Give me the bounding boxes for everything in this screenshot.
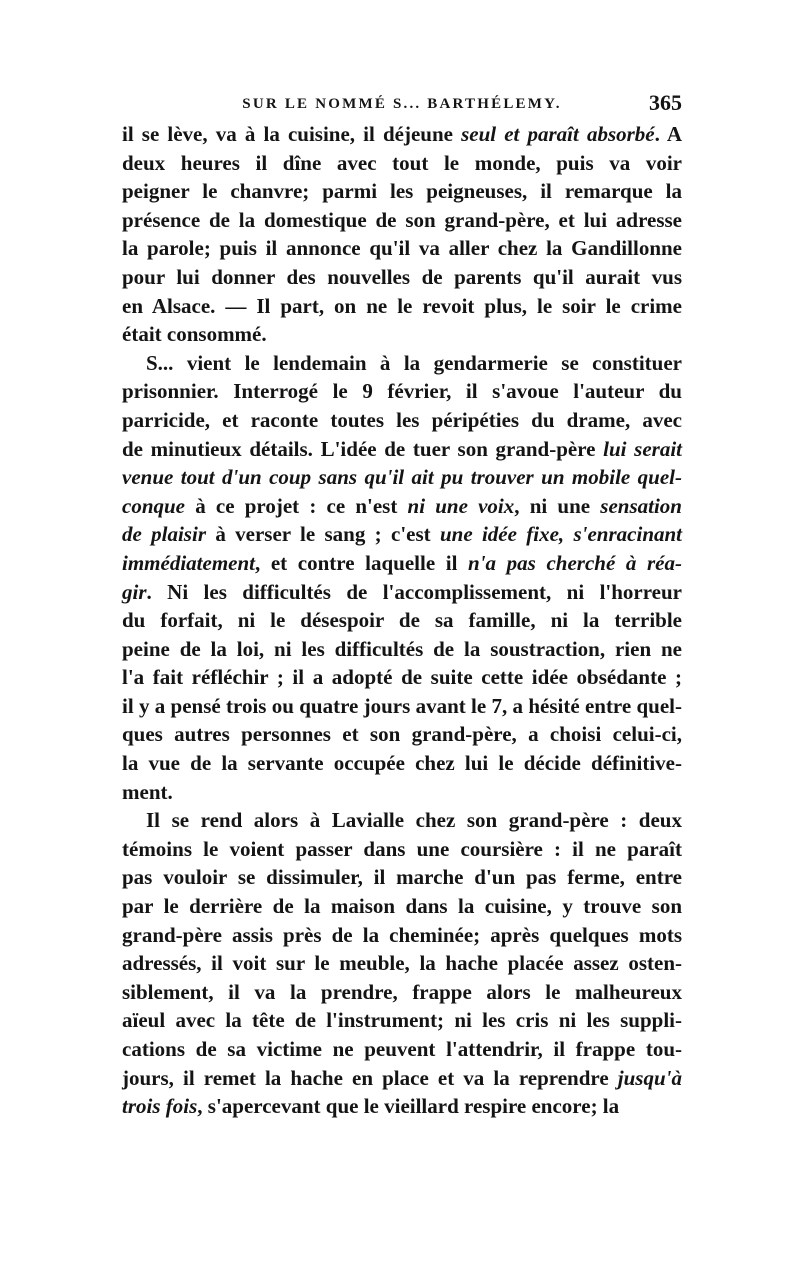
text-run: pour lui donner des nouvelles de parents qu'il aurait vus <box>122 264 682 289</box>
text-line <box>122 863 682 892</box>
text-line <box>122 949 682 978</box>
text-run: ques autres personnes et son grand-père, a choisi celui-ci, <box>122 722 682 747</box>
text-line <box>122 806 682 835</box>
text-run: la vue de la servante occupée chez lui le décide définitive- <box>122 751 682 776</box>
text-run: de minutieux détails. L'idée de tuer son grand-père <box>122 436 604 461</box>
text-run: à ce projet : ce n'est <box>185 493 408 518</box>
text-line <box>122 320 682 349</box>
italic-text: conque <box>122 493 185 518</box>
text-run: peigner le chanvre; parmi les peigneuses, il remarque la <box>122 179 682 204</box>
italic-text: n'a pas cherché à réa- <box>468 550 682 575</box>
text-run: siblement, il va la prendre, frappe alors le malheureux <box>122 979 682 1004</box>
text-line <box>122 520 682 549</box>
text-run: parricide, et raconte toutes les péripéties du drame, avec <box>122 407 682 432</box>
text-run: était consommé. <box>122 322 267 347</box>
running-title: SUR LE NOMMÉ S... BARTHÉLEMY. <box>242 96 562 112</box>
text-line <box>122 1035 682 1064</box>
text-run: en Alsace. — Il part, on ne le revoit plus, le soir le crime <box>122 293 682 318</box>
text-line <box>122 720 682 749</box>
italic-text: sensation <box>600 493 682 518</box>
running-head <box>122 90 682 120</box>
text-line <box>122 120 682 149</box>
text-run: cations de sa victime ne peuvent l'attendrir, il frappe tou- <box>122 1037 682 1061</box>
italic-text: de plaisir <box>122 522 206 547</box>
text-run: , et contre laquelle il <box>254 550 469 575</box>
text-run: aïeul avec la tête de l'instrument; ni les cris ni les suppli- <box>122 1008 682 1033</box>
text-run: ment. <box>122 779 173 804</box>
text-line <box>122 892 682 921</box>
text-line <box>122 778 682 807</box>
text-run: à verser le sang ; c'est <box>206 522 440 547</box>
text-line <box>122 463 682 492</box>
italic-text: immédiatement <box>122 550 255 575</box>
text-line <box>122 263 682 292</box>
text-line <box>122 292 682 321</box>
text-run: l'a fait réfléchir ; il a adopté de suite cette idée obsédante ; <box>122 665 682 690</box>
text-line <box>122 234 682 263</box>
italic-text: jusqu'à <box>617 1065 682 1090</box>
italic-text: gir <box>122 579 147 604</box>
body-text <box>122 120 682 1121</box>
text-line <box>122 692 682 721</box>
italic-text: une idée fixe, s'enracinant <box>439 522 683 547</box>
text-run: la parole; puis il annonce qu'il va aller chez la Gandillonne <box>122 236 682 261</box>
text-line <box>122 149 682 178</box>
text-line <box>122 177 682 206</box>
text-line <box>122 1064 682 1093</box>
text-run: S... vient le lendemain à la gendarmerie se constituer <box>146 350 682 375</box>
text-line <box>122 606 682 635</box>
italic-text: ni une voix <box>407 493 515 518</box>
text-run: deux heures il dîne avec tout le monde, puis va voir <box>122 150 682 175</box>
text-run: pas vouloir se dissimuler, il marche d'un pas ferme, entre <box>122 865 682 890</box>
text-run: adressés, il voit sur le meuble, la hache placée assez osten- <box>122 951 682 976</box>
text-line <box>122 749 682 778</box>
text-line <box>122 406 682 435</box>
text-run: Il se rend alors à Lavialle chez son grand-père : deux <box>146 808 682 833</box>
text-line <box>122 206 682 235</box>
italic-text: seul et paraît absorbé <box>461 122 655 146</box>
text-line <box>122 978 682 1007</box>
text-run: il y a pensé trois ou quatre jours avant le 7, a hésité entre quel- <box>122 693 682 718</box>
text-line <box>122 349 682 378</box>
text-line <box>122 835 682 864</box>
text-run: présence de la domestique de son grand-père, et lui adresse <box>122 207 682 232</box>
text-line <box>122 492 682 521</box>
text-run: , ni une <box>514 493 601 518</box>
text-line <box>122 635 682 664</box>
text-run: . Ni les difficultés de l'accomplissement, ni l'horreur <box>146 579 682 604</box>
text-run: grand-père assis près de la cheminée; après quelques mots <box>122 922 682 947</box>
text-run: peine de la loi, ni les difficultés de la soustraction, rien ne <box>122 636 682 661</box>
text-line <box>122 549 682 578</box>
text-run: du forfait, ni le désespoir de sa famille, ni la terrible <box>122 608 682 633</box>
text-line <box>122 921 682 950</box>
text-run: témoins le voient passer dans une coursière : il ne paraît <box>122 836 682 861</box>
page-number: 365 <box>649 90 682 115</box>
text-run: par le derrière de la maison dans la cuisine, y trouve son <box>122 894 682 919</box>
text-line <box>122 663 682 692</box>
italic-text: venue tout d'un coup sans qu'il ait pu trouver un mobile quel- <box>122 465 682 490</box>
text-line <box>122 377 682 406</box>
text-run: , s'apercevant que le vieillard respire encore; la <box>197 1094 620 1119</box>
text-run: prisonnier. Interrogé le 9 février, il s'avoue l'auteur du <box>122 379 682 404</box>
text-line <box>122 1006 682 1035</box>
text-line <box>122 435 682 464</box>
text-run: jours, il remet la hache en place et va la reprendre <box>122 1065 618 1090</box>
text-line <box>122 578 682 607</box>
italic-text: trois fois <box>122 1094 198 1119</box>
text-run: . A <box>654 122 683 146</box>
text-line <box>122 1092 682 1121</box>
text-run: il se lève, va à la cuisine, il déjeune <box>122 122 462 146</box>
italic-text: lui serait <box>603 436 682 461</box>
